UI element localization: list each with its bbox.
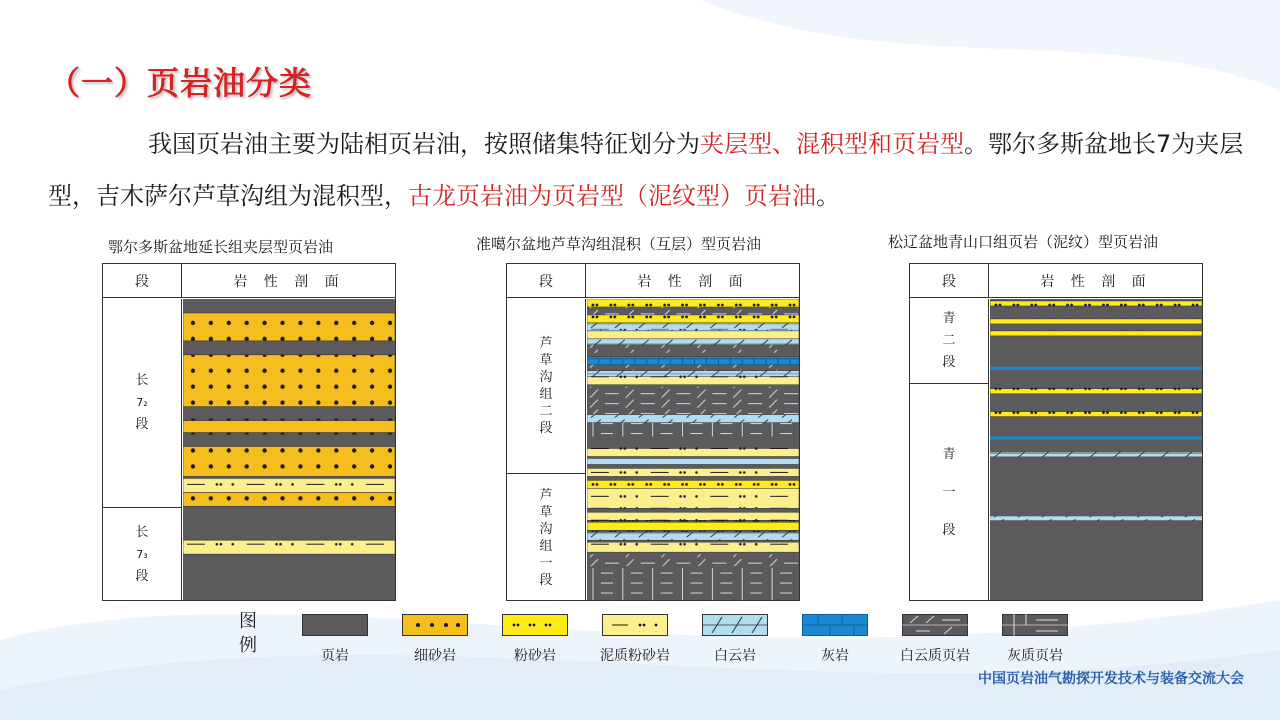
dolomite-swatch [702, 614, 768, 636]
conference-footer: 中国页岩油气勘探开发技术与装备交流大会 [978, 671, 1244, 687]
segment-column [103, 299, 182, 600]
siltstone-swatch [502, 614, 568, 636]
segment-divider [910, 383, 988, 384]
segment-text: 芦 [539, 488, 553, 503]
segment-text: 段 [942, 355, 956, 370]
segment-text: 沟 [539, 522, 553, 537]
legend-item-muddy-siltstone [590, 614, 680, 665]
legend-label-dolomitic-shale: 白云质页岩 [900, 648, 970, 664]
column-header [507, 264, 799, 298]
muddy-siltstone-swatch [602, 614, 668, 636]
dolomitic-shale-swatch [902, 614, 968, 636]
legend-item-limy-shale [990, 614, 1080, 665]
column-title-songliao: 松辽盆地青山口组页岩（泥纹）型页岩油 [888, 233, 1159, 251]
segment-header: 段 [507, 264, 586, 297]
legend-label-muddy-siltstone: 泥质粉砂岩 [600, 648, 670, 664]
segment-text: 青 [942, 447, 956, 462]
column-title-junggar: 准噶尔盆地芦草沟组混积（互层）型页岩油 [476, 235, 762, 253]
segment-text: 青 [942, 311, 956, 326]
segment-text: 段 [539, 573, 553, 588]
column-title-ordos: 鄂尔多斯盆地延长组夹层型页岩油 [108, 238, 334, 256]
segment-chang73 [103, 509, 181, 601]
limy-shale-swatch [1002, 614, 1068, 636]
segment-qing-1 [910, 385, 988, 601]
intro-highlight-1: 夹层型、混积型和页岩型 [700, 130, 964, 158]
segment-text: 组 [539, 387, 553, 402]
segment-text: 芦 [539, 336, 553, 351]
lithology-section [990, 299, 1202, 600]
legend-label-limy-shale: 灰质页岩 [1007, 648, 1063, 664]
lithology-header: 岩 性 剖 面 [637, 273, 749, 290]
segment-lucaogou-1 [507, 475, 585, 601]
segment-column [910, 299, 989, 600]
intro-text-1: 我国页岩油主要为陆相页岩油，按照储集特征划分为 [148, 130, 700, 158]
segment-header: 段 [910, 264, 989, 297]
segment-divider [103, 507, 181, 508]
lithology-section [587, 299, 799, 600]
segment-text: 段 [539, 421, 553, 436]
legend-item-fine-sandstone [390, 614, 480, 665]
legend-label-siltstone: 粉砂岩 [514, 648, 556, 664]
legend-item-siltstone [490, 614, 580, 665]
segment-text: 沟 [539, 370, 553, 385]
legend-item-limestone [790, 614, 880, 665]
column-songliao [909, 263, 1203, 601]
intro-text-2: 。鄂尔多斯盆地长7为夹层型，吉木萨尔芦草沟组为混积型， [48, 130, 1244, 210]
column-ordos [102, 263, 396, 601]
segment-qing-2 [910, 299, 988, 383]
segment-text: 草 [539, 505, 553, 520]
fine-sandstone-swatch [402, 614, 468, 636]
segment-text: 段 [135, 569, 149, 584]
legend-label-fine-sandstone: 细砂岩 [414, 648, 456, 664]
legend-label: 图例 [239, 611, 257, 656]
segment-chang72 [103, 299, 181, 507]
segment-text: 组 [539, 539, 553, 554]
segment-text: 长 [135, 373, 149, 388]
segment-text: 段 [135, 417, 149, 432]
segment-text: 长 [135, 525, 149, 540]
intro-highlight-2: 古龙页岩油为页岩型（泥纹型）页岩油 [408, 182, 816, 210]
legend-label-dolomite: 白云岩 [714, 648, 756, 664]
legend-label-limestone: 灰岩 [821, 648, 849, 664]
column-header [103, 264, 395, 298]
shale-swatch [302, 614, 368, 636]
segment-column [507, 299, 586, 600]
segment-text: 7₂ [136, 396, 148, 409]
column-junggar [506, 263, 800, 601]
segment-text: 二 [942, 333, 956, 348]
segment-text: 一 [942, 485, 956, 500]
segment-text: 二 [539, 404, 553, 419]
lithology-header: 岩 性 剖 面 [1040, 273, 1152, 290]
segment-lucaogou-2 [507, 299, 585, 473]
lithology-header: 岩 性 剖 面 [233, 273, 345, 290]
legend-item-dolomitic-shale [890, 614, 980, 665]
segment-header: 段 [103, 264, 182, 297]
segment-divider [507, 473, 585, 474]
page-title: （一）页岩油分类 [48, 64, 313, 102]
legend-item-dolomite [690, 614, 780, 665]
legend-item-shale [290, 614, 380, 665]
lithology-section [183, 299, 395, 600]
segment-text: 草 [539, 353, 553, 368]
column-header [910, 264, 1202, 298]
segment-text: 一 [539, 556, 553, 571]
intro-text-3: 。 [816, 182, 840, 210]
segment-text: 7₃ [136, 548, 148, 561]
legend-label-shale: 页岩 [321, 648, 349, 664]
segment-text: 段 [942, 523, 956, 538]
limestone-swatch [802, 614, 868, 636]
intro-paragraph [48, 118, 1258, 222]
